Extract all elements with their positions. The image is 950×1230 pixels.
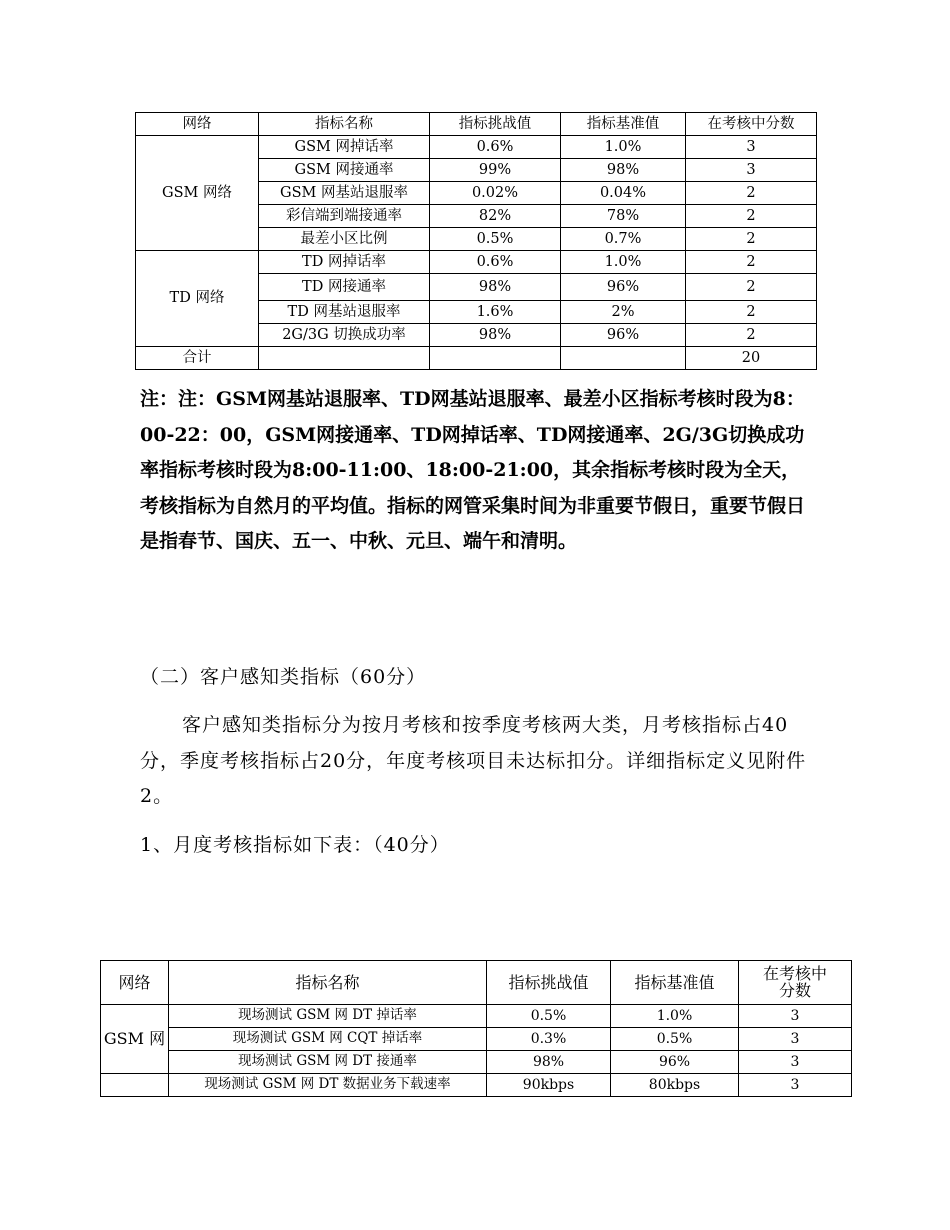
kpi-name: 现场测试 GSM 网 DT 掉话率 bbox=[169, 1005, 487, 1028]
network-group-gsm: GSM 网络 bbox=[136, 136, 259, 251]
baseline-value: 96% bbox=[561, 274, 686, 301]
challenge-value: 0.5% bbox=[487, 1005, 611, 1028]
baseline-value: 98% bbox=[561, 159, 686, 182]
score-value: 3 bbox=[739, 1074, 852, 1097]
network-group-gsm: GSM 网 bbox=[101, 1005, 169, 1074]
table-row bbox=[101, 1028, 852, 1051]
score-value: 3 bbox=[739, 1028, 852, 1051]
network-group-td: TD 网络 bbox=[136, 251, 259, 347]
kpi-name: TD 网掉话率 bbox=[259, 251, 430, 274]
section-paragraph: 客户感知类指标分为按月考核和按季度考核两大类，月考核指标占40分，季度考核指标占20分，年度考核项目未达标扣分。详细指标定义见附件2。 bbox=[140, 714, 807, 807]
challenge-value: 82% bbox=[430, 205, 561, 228]
baseline-value: 96% bbox=[561, 324, 686, 347]
kpi-name: TD 网基站退服率 bbox=[259, 301, 430, 324]
kpi-name: GSM 网接通率 bbox=[259, 159, 430, 182]
score-value: 3 bbox=[686, 159, 817, 182]
challenge-value: 98% bbox=[487, 1051, 611, 1074]
table-row bbox=[136, 251, 817, 274]
baseline-value: 1.0% bbox=[561, 251, 686, 274]
kpi-name: GSM 网掉话率 bbox=[259, 136, 430, 159]
header-score: 在考核中 分数 bbox=[739, 961, 852, 1005]
challenge-value: 0.6% bbox=[430, 251, 561, 274]
table-row bbox=[136, 136, 817, 159]
score-value: 2 bbox=[686, 274, 817, 301]
score-value: 2 bbox=[686, 324, 817, 347]
table-row bbox=[101, 1005, 852, 1028]
header-challenge: 指标挑战值 bbox=[430, 113, 561, 136]
challenge-value: 1.6% bbox=[430, 301, 561, 324]
table-header-row bbox=[136, 113, 817, 136]
challenge-value: 90kbps bbox=[487, 1074, 611, 1097]
list-item-heading: 1、月度考核指标如下表：（40分） bbox=[140, 834, 450, 856]
score-value: 2 bbox=[686, 301, 817, 324]
baseline-value: 1.0% bbox=[561, 136, 686, 159]
baseline-value: 80kbps bbox=[611, 1074, 739, 1097]
table-row bbox=[101, 1051, 852, 1074]
table-total-row bbox=[136, 347, 817, 370]
header-kpi-name: 指标名称 bbox=[259, 113, 430, 136]
header-network: 网络 bbox=[101, 961, 169, 1005]
section-heading: （二）客户感知类指标（60分） bbox=[140, 666, 427, 688]
table-note: 注：注：GSM网基站退服率、TD网基站退服率、最差小区指标考核时段为8：00-22：00，GSM网接通率、TD网掉话率、TD网接通率、2G/3G切换成功率指标考核时段为8:00-11:00、18:00-21:00，其余指标考核时段为全天，考核指标为自然月的平均值。指标的网管采集时间为非重要节假日，重要节假日是指春节、国庆、五一、中秋、元旦、端午和清明。 bbox=[140, 388, 806, 552]
challenge-value: 0.5% bbox=[430, 228, 561, 251]
challenge-value: 99% bbox=[430, 159, 561, 182]
kpi-name: 现场测试 GSM 网 DT 数据业务下载速率 bbox=[169, 1074, 487, 1097]
total-label: 合计 bbox=[136, 347, 259, 370]
network-kpi-table bbox=[135, 112, 817, 370]
baseline-value: 1.0% bbox=[611, 1005, 739, 1028]
header-baseline: 指标基准值 bbox=[561, 113, 686, 136]
kpi-name: 现场测试 GSM 网 DT 接通率 bbox=[169, 1051, 487, 1074]
score-value: 3 bbox=[739, 1005, 852, 1028]
baseline-value: 0.04% bbox=[561, 182, 686, 205]
header-kpi-name: 指标名称 bbox=[169, 961, 487, 1005]
empty-cell bbox=[561, 347, 686, 370]
baseline-value: 96% bbox=[611, 1051, 739, 1074]
kpi-name: 最差小区比例 bbox=[259, 228, 430, 251]
kpi-name: TD 网接通率 bbox=[259, 274, 430, 301]
kpi-name: 现场测试 GSM 网 CQT 掉话率 bbox=[169, 1028, 487, 1051]
customer-perception-kpi-table bbox=[100, 960, 852, 1097]
challenge-value: 0.02% bbox=[430, 182, 561, 205]
score-value: 2 bbox=[686, 251, 817, 274]
kpi-name: GSM 网基站退服率 bbox=[259, 182, 430, 205]
total-score: 20 bbox=[686, 347, 817, 370]
challenge-value: 98% bbox=[430, 274, 561, 301]
empty-cell bbox=[101, 1074, 169, 1097]
score-value: 2 bbox=[686, 205, 817, 228]
baseline-value: 0.5% bbox=[611, 1028, 739, 1051]
challenge-value: 0.3% bbox=[487, 1028, 611, 1051]
header-baseline: 指标基准值 bbox=[611, 961, 739, 1005]
score-value: 2 bbox=[686, 228, 817, 251]
score-value: 3 bbox=[739, 1051, 852, 1074]
score-value: 2 bbox=[686, 182, 817, 205]
header-score: 在考核中分数 bbox=[686, 113, 817, 136]
challenge-value: 98% bbox=[430, 324, 561, 347]
table-row bbox=[101, 1074, 852, 1097]
baseline-value: 2% bbox=[561, 301, 686, 324]
header-network: 网络 bbox=[136, 113, 259, 136]
baseline-value: 78% bbox=[561, 205, 686, 228]
table-header-row bbox=[101, 961, 852, 1005]
score-value: 3 bbox=[686, 136, 817, 159]
kpi-name: 彩信端到端接通率 bbox=[259, 205, 430, 228]
baseline-value: 0.7% bbox=[561, 228, 686, 251]
header-challenge: 指标挑战值 bbox=[487, 961, 611, 1005]
empty-cell bbox=[259, 347, 430, 370]
empty-cell bbox=[430, 347, 561, 370]
kpi-name: 2G/3G 切换成功率 bbox=[259, 324, 430, 347]
challenge-value: 0.6% bbox=[430, 136, 561, 159]
